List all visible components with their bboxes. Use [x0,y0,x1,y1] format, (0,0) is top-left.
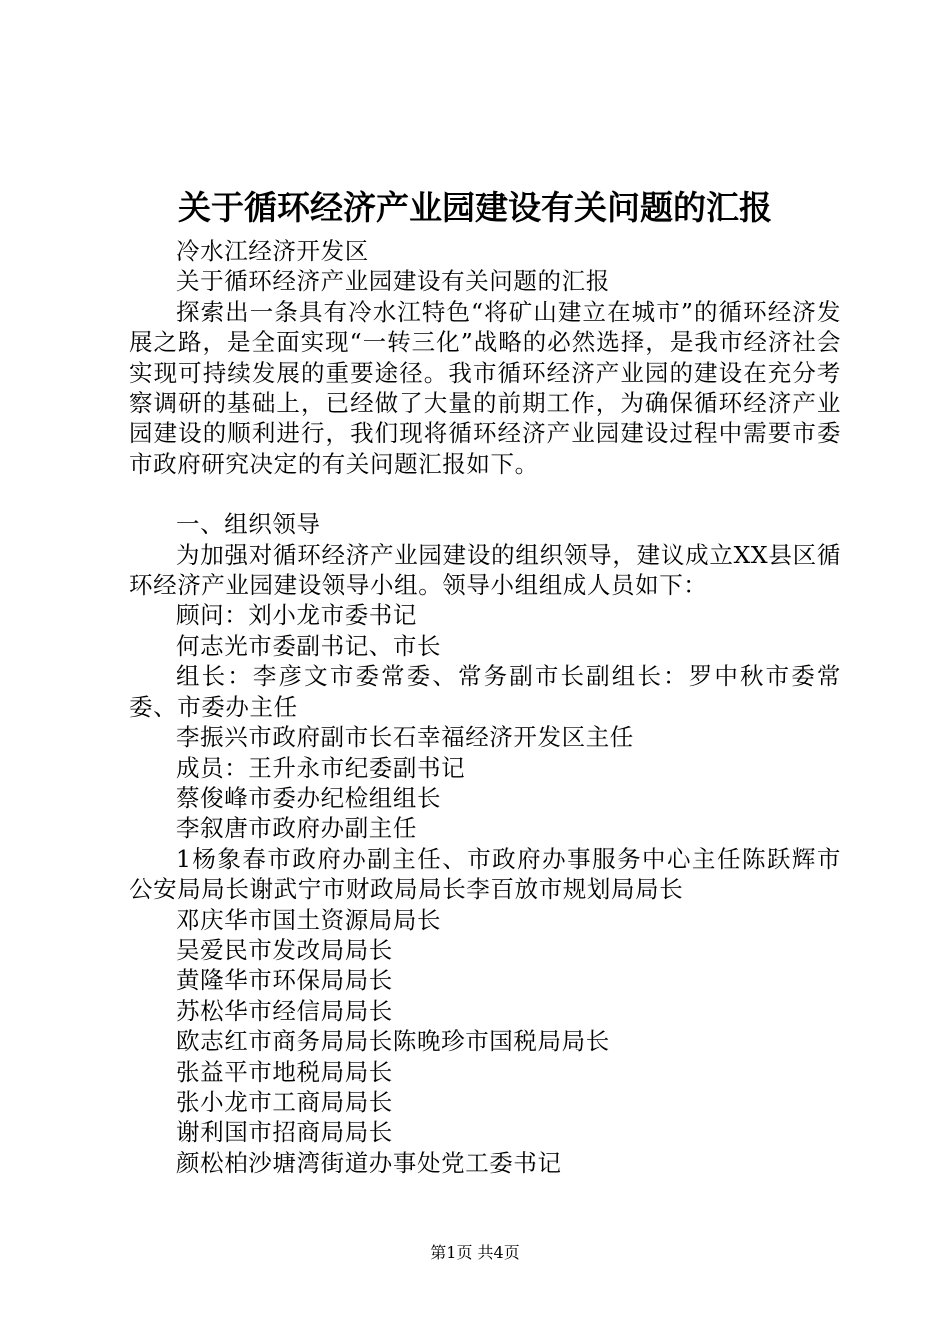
member-line: 成员：王升永市纪委副书记 [176,753,466,782]
document-body [129,236,841,1178]
paragraph-gap [129,479,841,509]
member-line: 1杨象春市政府办副主任、市政府办事服务中心主任陈跃辉市公安局局长谢武宁市财政局局长李百放市规划局局长 [129,844,841,904]
paragraph-intro: 探索出一条具有冷水江特色“将矿山建立在城市”的循环经济发展之路，是全面实现“一转三化”战略的必然选择，是我市经济社会实现可持续发展的重要途径。我市循环经济产业园的建设在充分考察调研的基础上，已经做了大量的前期工作，为确保循环经济产业园建设的顺利进行，我们现将循环经济产业园建设过程中需要市委市政府研究决定的有关问题汇报如下。 [129,297,841,478]
member-line: 顾问：刘小龙市委书记 [176,601,417,630]
member-line: 谢利国市招商局局长 [176,1118,393,1147]
member-line: 何志光市委副书记、市长 [176,631,442,660]
section-heading: 一、组织领导 [176,510,321,539]
paragraph-subtitle: 关于循环经济产业园建设有关问题的汇报 [176,267,610,296]
paragraph-org: 冷水江经济开发区 [176,237,369,265]
member-line: 蔡俊峰市委办纪检组组长 [176,783,442,812]
paragraph-proposal: 为加强对循环经济产业园建设的组织领导，建议成立XX县区循环经济产业园建设领导小组。领导小组组成人员如下： [129,540,841,600]
member-line: 李振兴市政府副市长石幸福经济开发区主任 [176,723,634,752]
member-line: 欧志红市商务局局长陈晚珍市国税局局长 [176,1027,610,1056]
member-line: 李叙唐市政府办副主任 [176,814,417,843]
document-title: 关于循环经济产业园建设有关问题的汇报 [178,188,772,227]
member-line: 颜松柏沙塘湾街道办事处党工委书记 [176,1148,562,1177]
member-line: 黄隆华市环保局局长 [176,966,393,995]
member-line: 邓庆华市国土资源局局长 [176,905,442,934]
member-line: 组长：李彦文市委常委、常务副市长副组长：罗中秋市委常委、市委办主任 [129,662,841,721]
member-line: 苏松华市经信局局长 [176,996,393,1025]
member-line: 张益平市地税局局长 [176,1057,393,1086]
member-line: 吴爱民市发改局局长 [176,935,393,964]
member-line: 张小龙市工商局局长 [176,1087,393,1116]
page-footer: 第1页 共4页 [430,1243,520,1262]
